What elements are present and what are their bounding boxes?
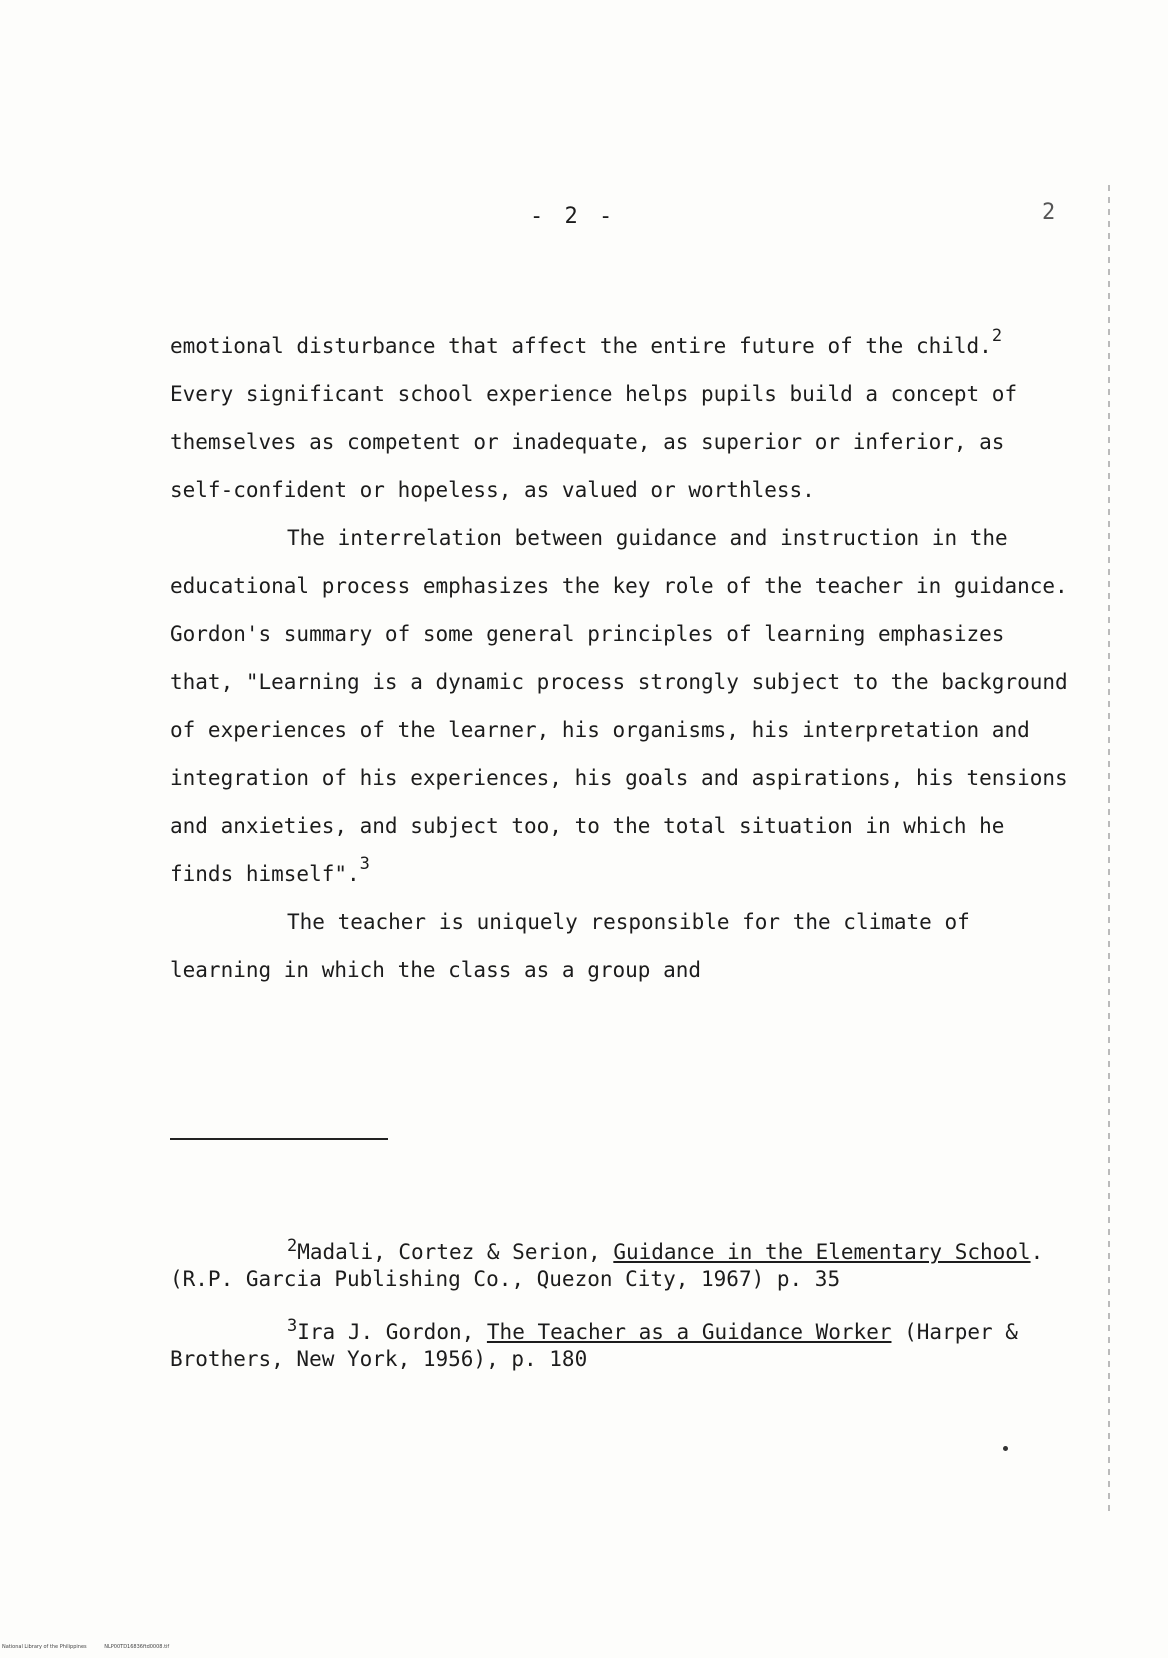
page-number: - 2 - bbox=[530, 204, 617, 229]
body-text bbox=[170, 322, 1070, 994]
footnote-title: Guidance in the Elementary School bbox=[613, 1240, 1031, 1264]
scan-speck bbox=[1003, 1446, 1008, 1451]
paragraph-1 bbox=[170, 322, 1070, 514]
footnote-2 bbox=[170, 1236, 1070, 1292]
footnote-authors: Madali, Cortez & Serion, bbox=[297, 1240, 614, 1264]
footnote-ref-3: 3 bbox=[359, 854, 370, 874]
footnote-divider bbox=[170, 1138, 388, 1140]
footnote-title: The Teacher as a Guidance Worker bbox=[486, 1320, 892, 1344]
paragraph-3: The teacher is uniquely responsible for the climate of learning in which the class as a group and bbox=[170, 910, 970, 982]
footnote-authors: Ira J. Gordon, bbox=[297, 1320, 487, 1344]
scan-filename: NLP00TD16836ftd0008.tif bbox=[104, 1644, 170, 1650]
footnote-number: 3 bbox=[287, 1316, 298, 1336]
scan-footer bbox=[2, 1644, 185, 1650]
scan-edge-line bbox=[1108, 185, 1110, 1515]
paragraph-2-text: The interrelation between guidance and instruction in the educational process emphasizes the key role of the teacher in guidance. Gordon's summary of some general principles of learning emphasizes that, "Learning is a dynamic process strongly subject to the background of experiences of the learner, his organisms, his interpretation and integration of his experiences, his goals and aspirations, his tensions and anxieties, and subject too, to the total situation in which he finds himself". bbox=[170, 526, 1068, 886]
scan-library-label: National Library of the Philippines bbox=[2, 1644, 87, 1650]
footnote-publication: (Harper & Brothers, New York, 1956), p. 180 bbox=[170, 1320, 1018, 1371]
paragraph-2 bbox=[170, 514, 1070, 898]
footnote-ref-2: 2 bbox=[991, 326, 1003, 346]
footnote-3 bbox=[170, 1316, 1070, 1372]
footnotes bbox=[170, 1236, 1070, 1400]
paragraph-1-text: emotional disturbance that affect the entire future of the child. bbox=[170, 334, 992, 358]
footnote-number: 2 bbox=[287, 1236, 298, 1256]
paragraph-1-continuation: Every significant school experience helps pupils build a concept of themselves as competent or inadequate, as superior or inferior, as self-confident or hopeless, as valued or worthless. bbox=[170, 382, 1018, 502]
corner-page-mark: 2 bbox=[1042, 200, 1056, 225]
footnote-publication: . (R.P. Garcia Publishing Co., Quezon City, 1967) p. 35 bbox=[170, 1240, 1044, 1291]
